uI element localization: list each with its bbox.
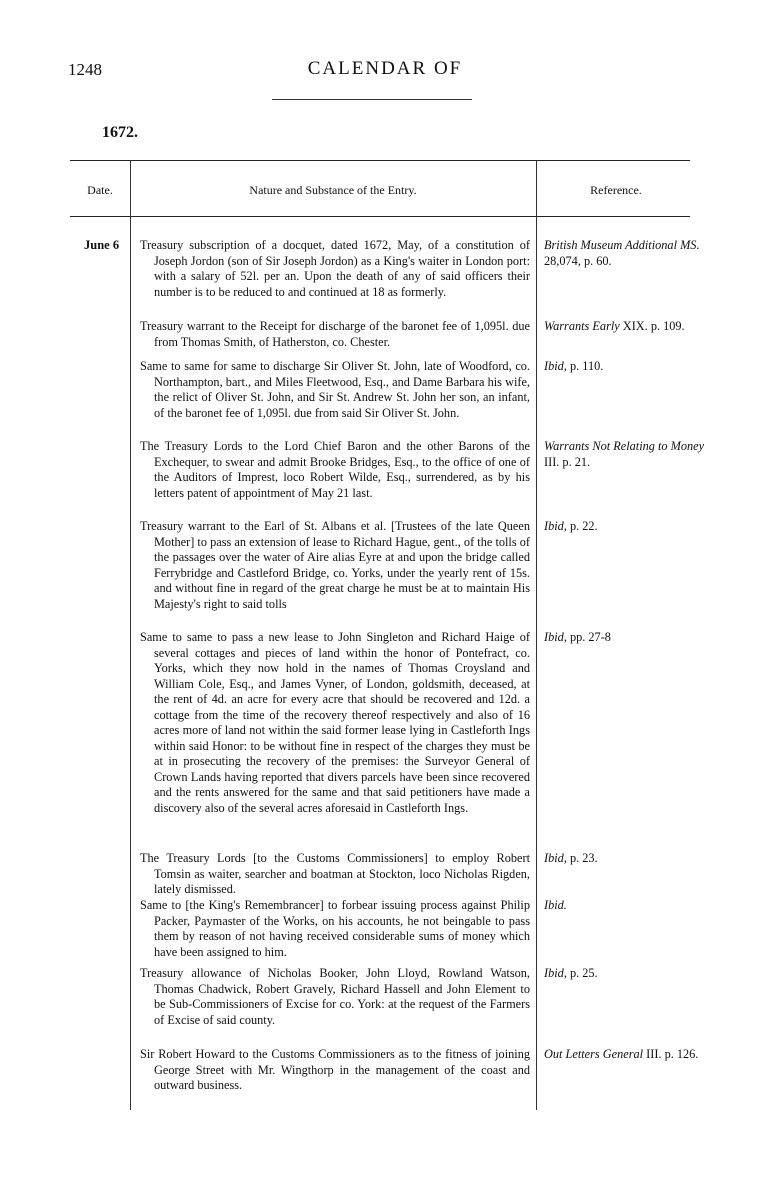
header-entry: Nature and Substance of the Entry.: [249, 183, 417, 197]
entry-text: Treasury subscription of a docquet, dated 1672, May, of a constitution of Joseph Jordon (son of Sir Joseph Jordon) as a King's waiter in London port: with a salary of 52l. per an. Upon the death of any of said officers their number is to be reduced to and continued at 18 as formerly.: [140, 238, 530, 299]
entry-text: The Treasury Lords [to the Customs Commissioners] to employ Robert Tomsin as waiter, searcher and boatman at Stockton, loco Nicholas Rigden, lately dismissed.: [140, 851, 530, 896]
entry-reference: Ibid, p. 110.: [544, 359, 604, 373]
date-column-rule: [130, 160, 131, 1110]
entry-date: June 6: [84, 238, 120, 252]
entry-text: Same to same for same to discharge Sir Oliver St. John, late of Woodford, co. Northampton, bart., and Miles Fleetwood, Esq., and Dame Barbara his wife, the relict of Oliver St. John, and Sir St. Andrew St. John her son, an infant, of the baronet fee of 1,095l. due from said Sir Oliver St. John.: [140, 359, 530, 420]
entry-reference: Ibid, p. 25.: [544, 966, 598, 980]
title-rule: [272, 99, 472, 100]
entry-text: Treasury warrant to the Receipt for discharge of the baronet fee of 1,095l. due from Thomas Smith, of Hatherston, co. Chester.: [140, 319, 530, 349]
entry-reference: Ibid, pp. 27-8: [544, 630, 611, 644]
entry-reference: Warrants Not Relating to Money III. p. 21.: [544, 439, 705, 469]
table-top-rule: [70, 160, 690, 161]
entry-text: Same to same to pass a new lease to John Singleton and Richard Haige of several cottages and pieces of land within the honor of Pontefract, co. Yorks, which they now hold in the names of Thomas Croysland and William Cole, Esq., and James Vyner, of London, goldsmith, deceased, at the rent of 4d. an acre for every acre that should be recovered and 12d. a cottage from the time of the recovery thereof respectively and also of 16 acres more of land not within the said former lease lying in Castleforth Ings within said Honor: to be without fine in respect of the charges they must be at in prosecuting the recovery of the premises: the Surveyor General of Crown Lands having reported that divers parcels have been since recovered and the rents answered for the same and that said petitioners have made a discovery also of the several acres aforesaid in Castleforth Ings.: [140, 630, 530, 815]
year-heading: 1672.: [102, 124, 138, 141]
entry-reference: Ibid.: [544, 898, 567, 912]
reference-column-rule: [536, 160, 537, 1110]
entry-text: Treasury allowance of Nicholas Booker, John Lloyd, Rowland Watson, Thomas Chadwick, Robert Gravely, Richard Hassell and John Element to be Sub-Commissioners of Excise for co. York: at the request of the Farmers of Excise of said county.: [140, 966, 530, 1027]
header-date: Date.: [87, 183, 113, 197]
entry-reference: British Museum Additional MS. 28,074, p. 60.: [544, 238, 700, 268]
entry-reference: Ibid, p. 22.: [544, 519, 598, 533]
entry-text: Same to [the King's Remembrancer] to forbear issuing process against Philip Packer, Paymaster of the Works, on his accounts, he not beingable to pass them by reason of not having received considerable sums of money which have been assigned to him.: [140, 898, 530, 959]
page-number: 1248: [68, 60, 102, 79]
table-header-rule: [70, 216, 690, 217]
entry-reference: Warrants Early XIX. p. 109.: [544, 319, 685, 333]
entry-text: The Treasury Lords to the Lord Chief Baron and the other Barons of the Exchequer, to swear and admit Brooke Bridges, Esq., to the office of one of the Auditors of Imprest, loco Robert Wilde, Esq., surrendered, as by his letters patent of appointment of May 21 last.: [140, 439, 530, 500]
entry-text: Sir Robert Howard to the Customs Commissioners as to the fitness of joining George Street with Mr. Wingthorp in the management of the coast and outward business.: [140, 1047, 530, 1092]
page-title: CALENDAR OF: [307, 58, 463, 79]
entry-reference: Ibid, p. 23.: [544, 851, 598, 865]
entry-text: Treasury warrant to the Earl of St. Albans et al. [Trustees of the late Queen Mother] to pass an extension of lease to Richard Hague, gent., of the tolls of the passages over the water of Aire alias Eyre at and upon the bridge called Ferrybridge and Castleford Bridge, co. Yorks, under the yearly rent of 15s. and without fine in regard of the great charge he must be at to maintain His Majesty's right to said tolls: [140, 519, 530, 611]
entry-reference: Out Letters General III. p. 126.: [544, 1047, 699, 1061]
header-reference: Reference.: [590, 183, 642, 197]
